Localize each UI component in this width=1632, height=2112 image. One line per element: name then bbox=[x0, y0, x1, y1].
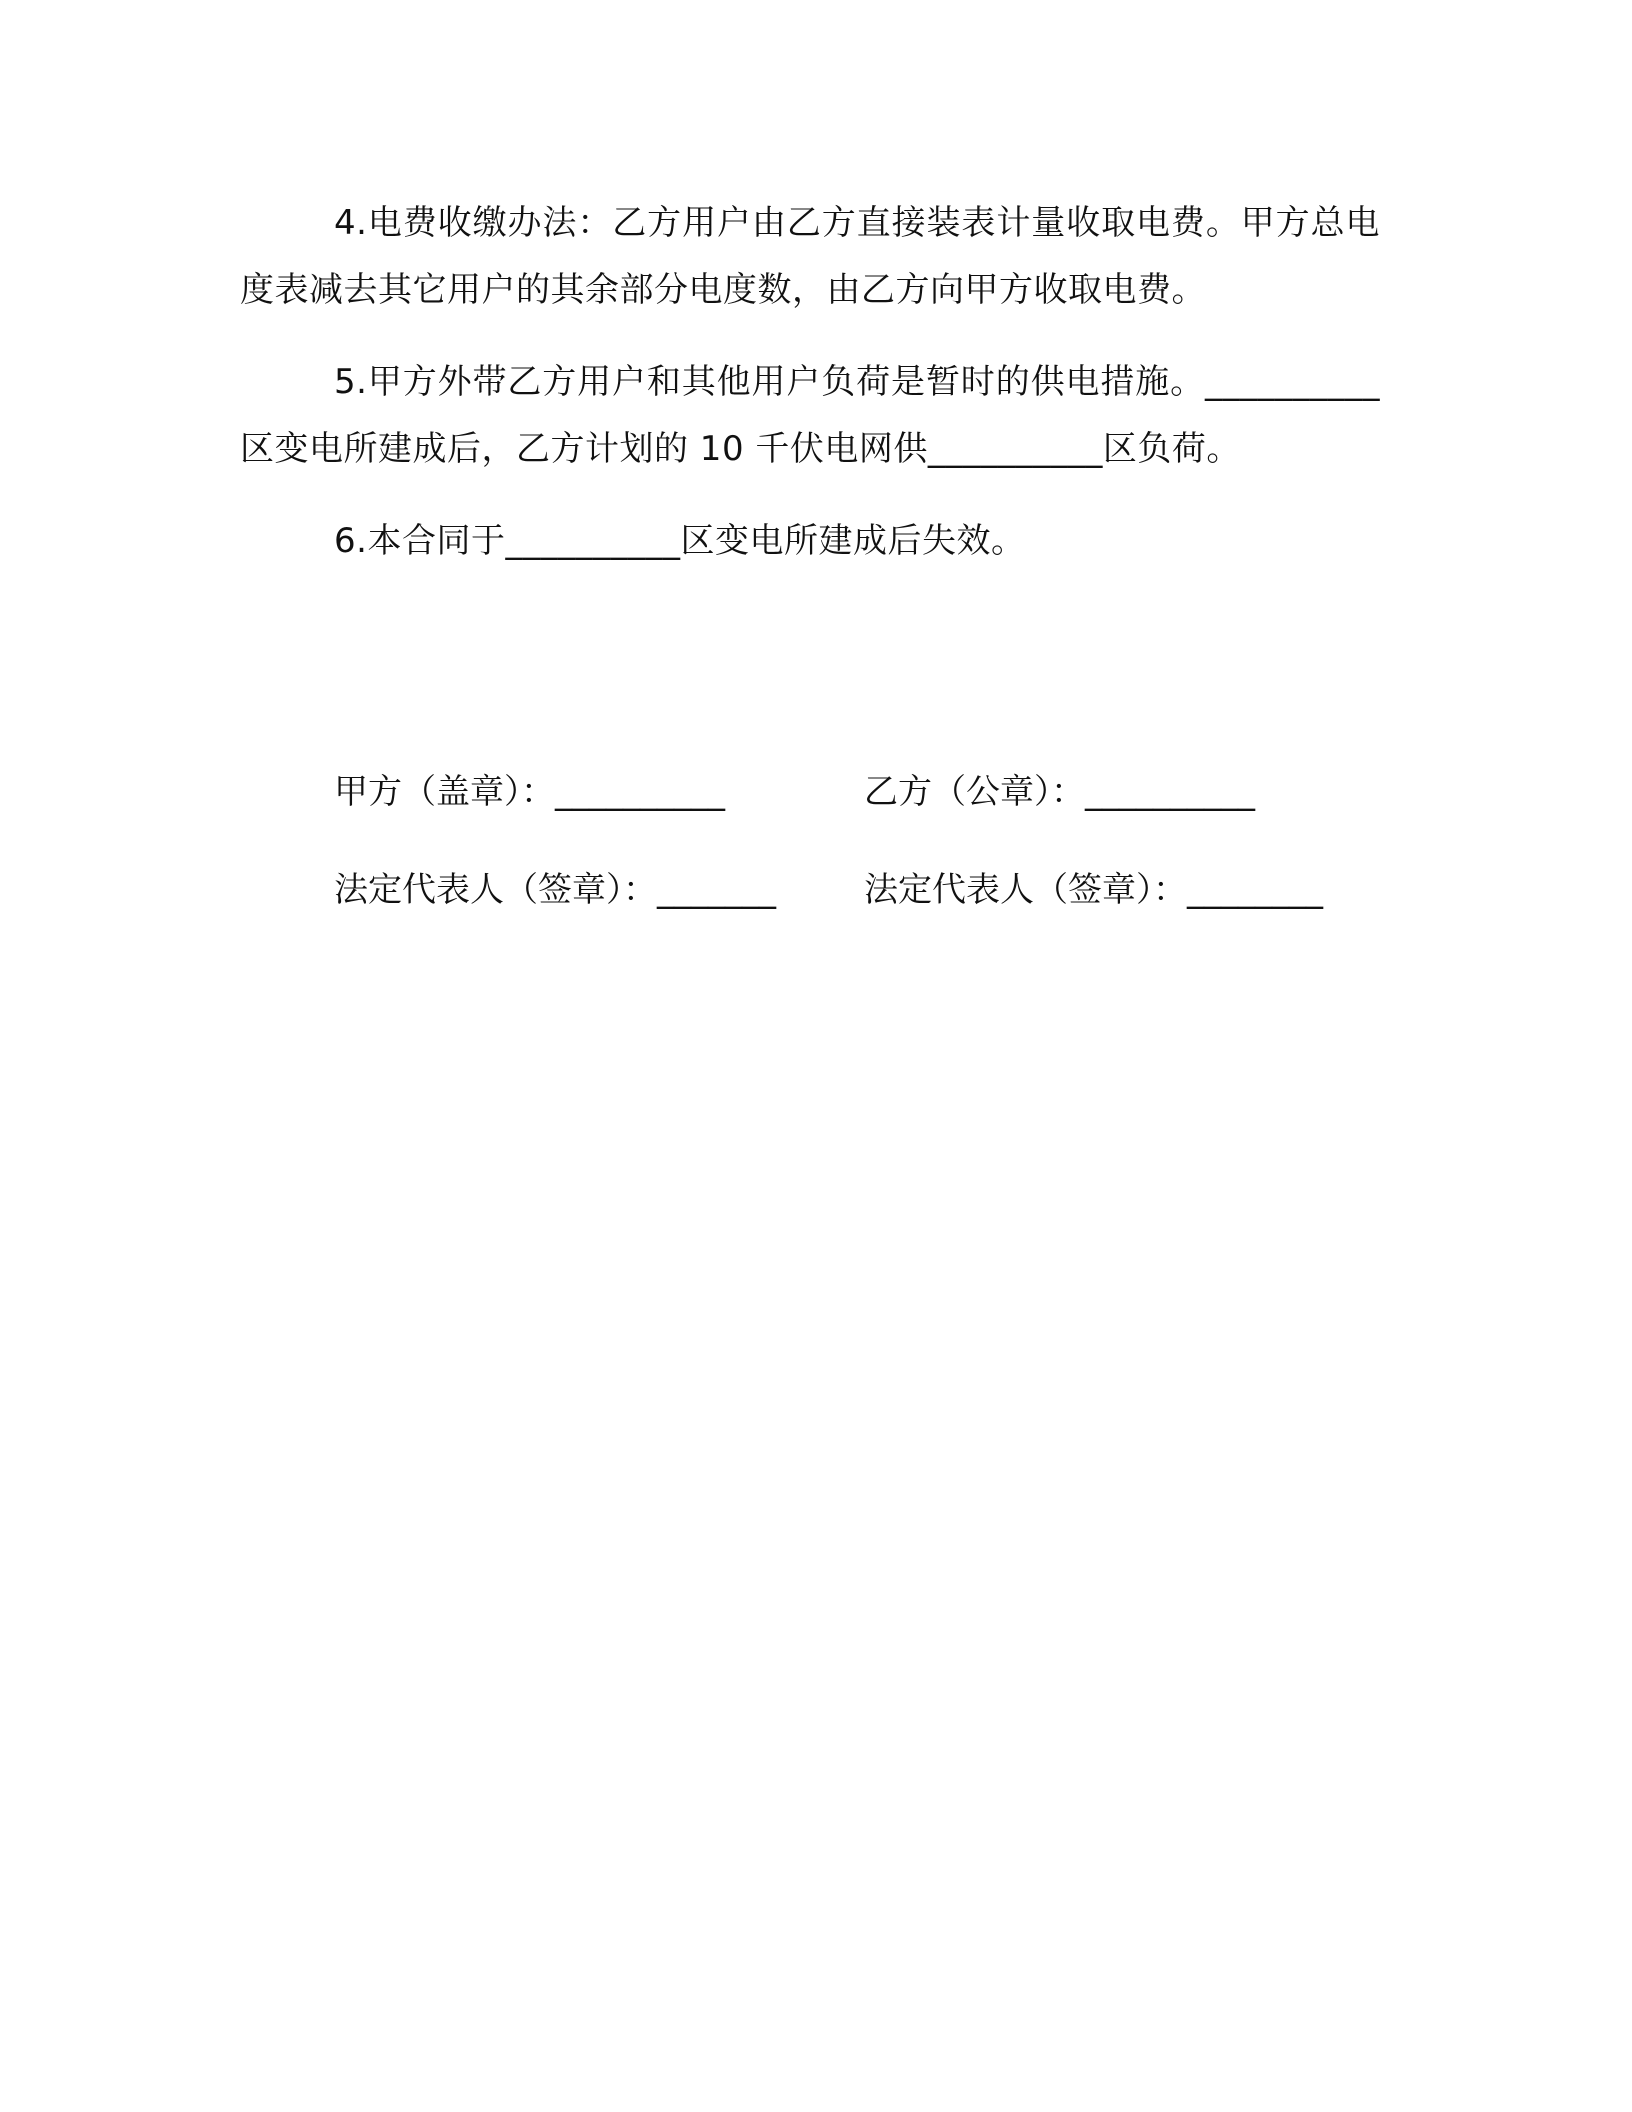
party-a-seal-field: 甲方（盖章）：__________ bbox=[334, 772, 725, 812]
seal-row bbox=[334, 762, 1394, 860]
clause-4-paragraph: 4.电费收缴办法：乙方用户由乙方直接装表计量收取电费。甲方总电度表减去其它用户的其余部分电度数，由乙方向甲方收取电费。 bbox=[240, 203, 1380, 310]
document-body bbox=[240, 190, 1380, 575]
party-b-representative-field: 法定代表人（签章）：________ bbox=[864, 870, 1323, 910]
party-a-representative-field: 法定代表人（签章）：_______ bbox=[334, 870, 776, 910]
signature-block bbox=[334, 762, 1394, 958]
party-b-seal-field: 乙方（公章）：__________ bbox=[864, 772, 1255, 812]
clause-5-paragraph: 5.甲方外带乙方用户和其他用户负荷是暂时的供电措施。__________区变电所建成后，乙方计划的 10 千伏电网供__________区负荷。 bbox=[240, 362, 1380, 469]
representative-row bbox=[334, 860, 1394, 958]
clause-6-paragraph: 6.本合同于__________区变电所建成后失效。 bbox=[334, 521, 1026, 561]
